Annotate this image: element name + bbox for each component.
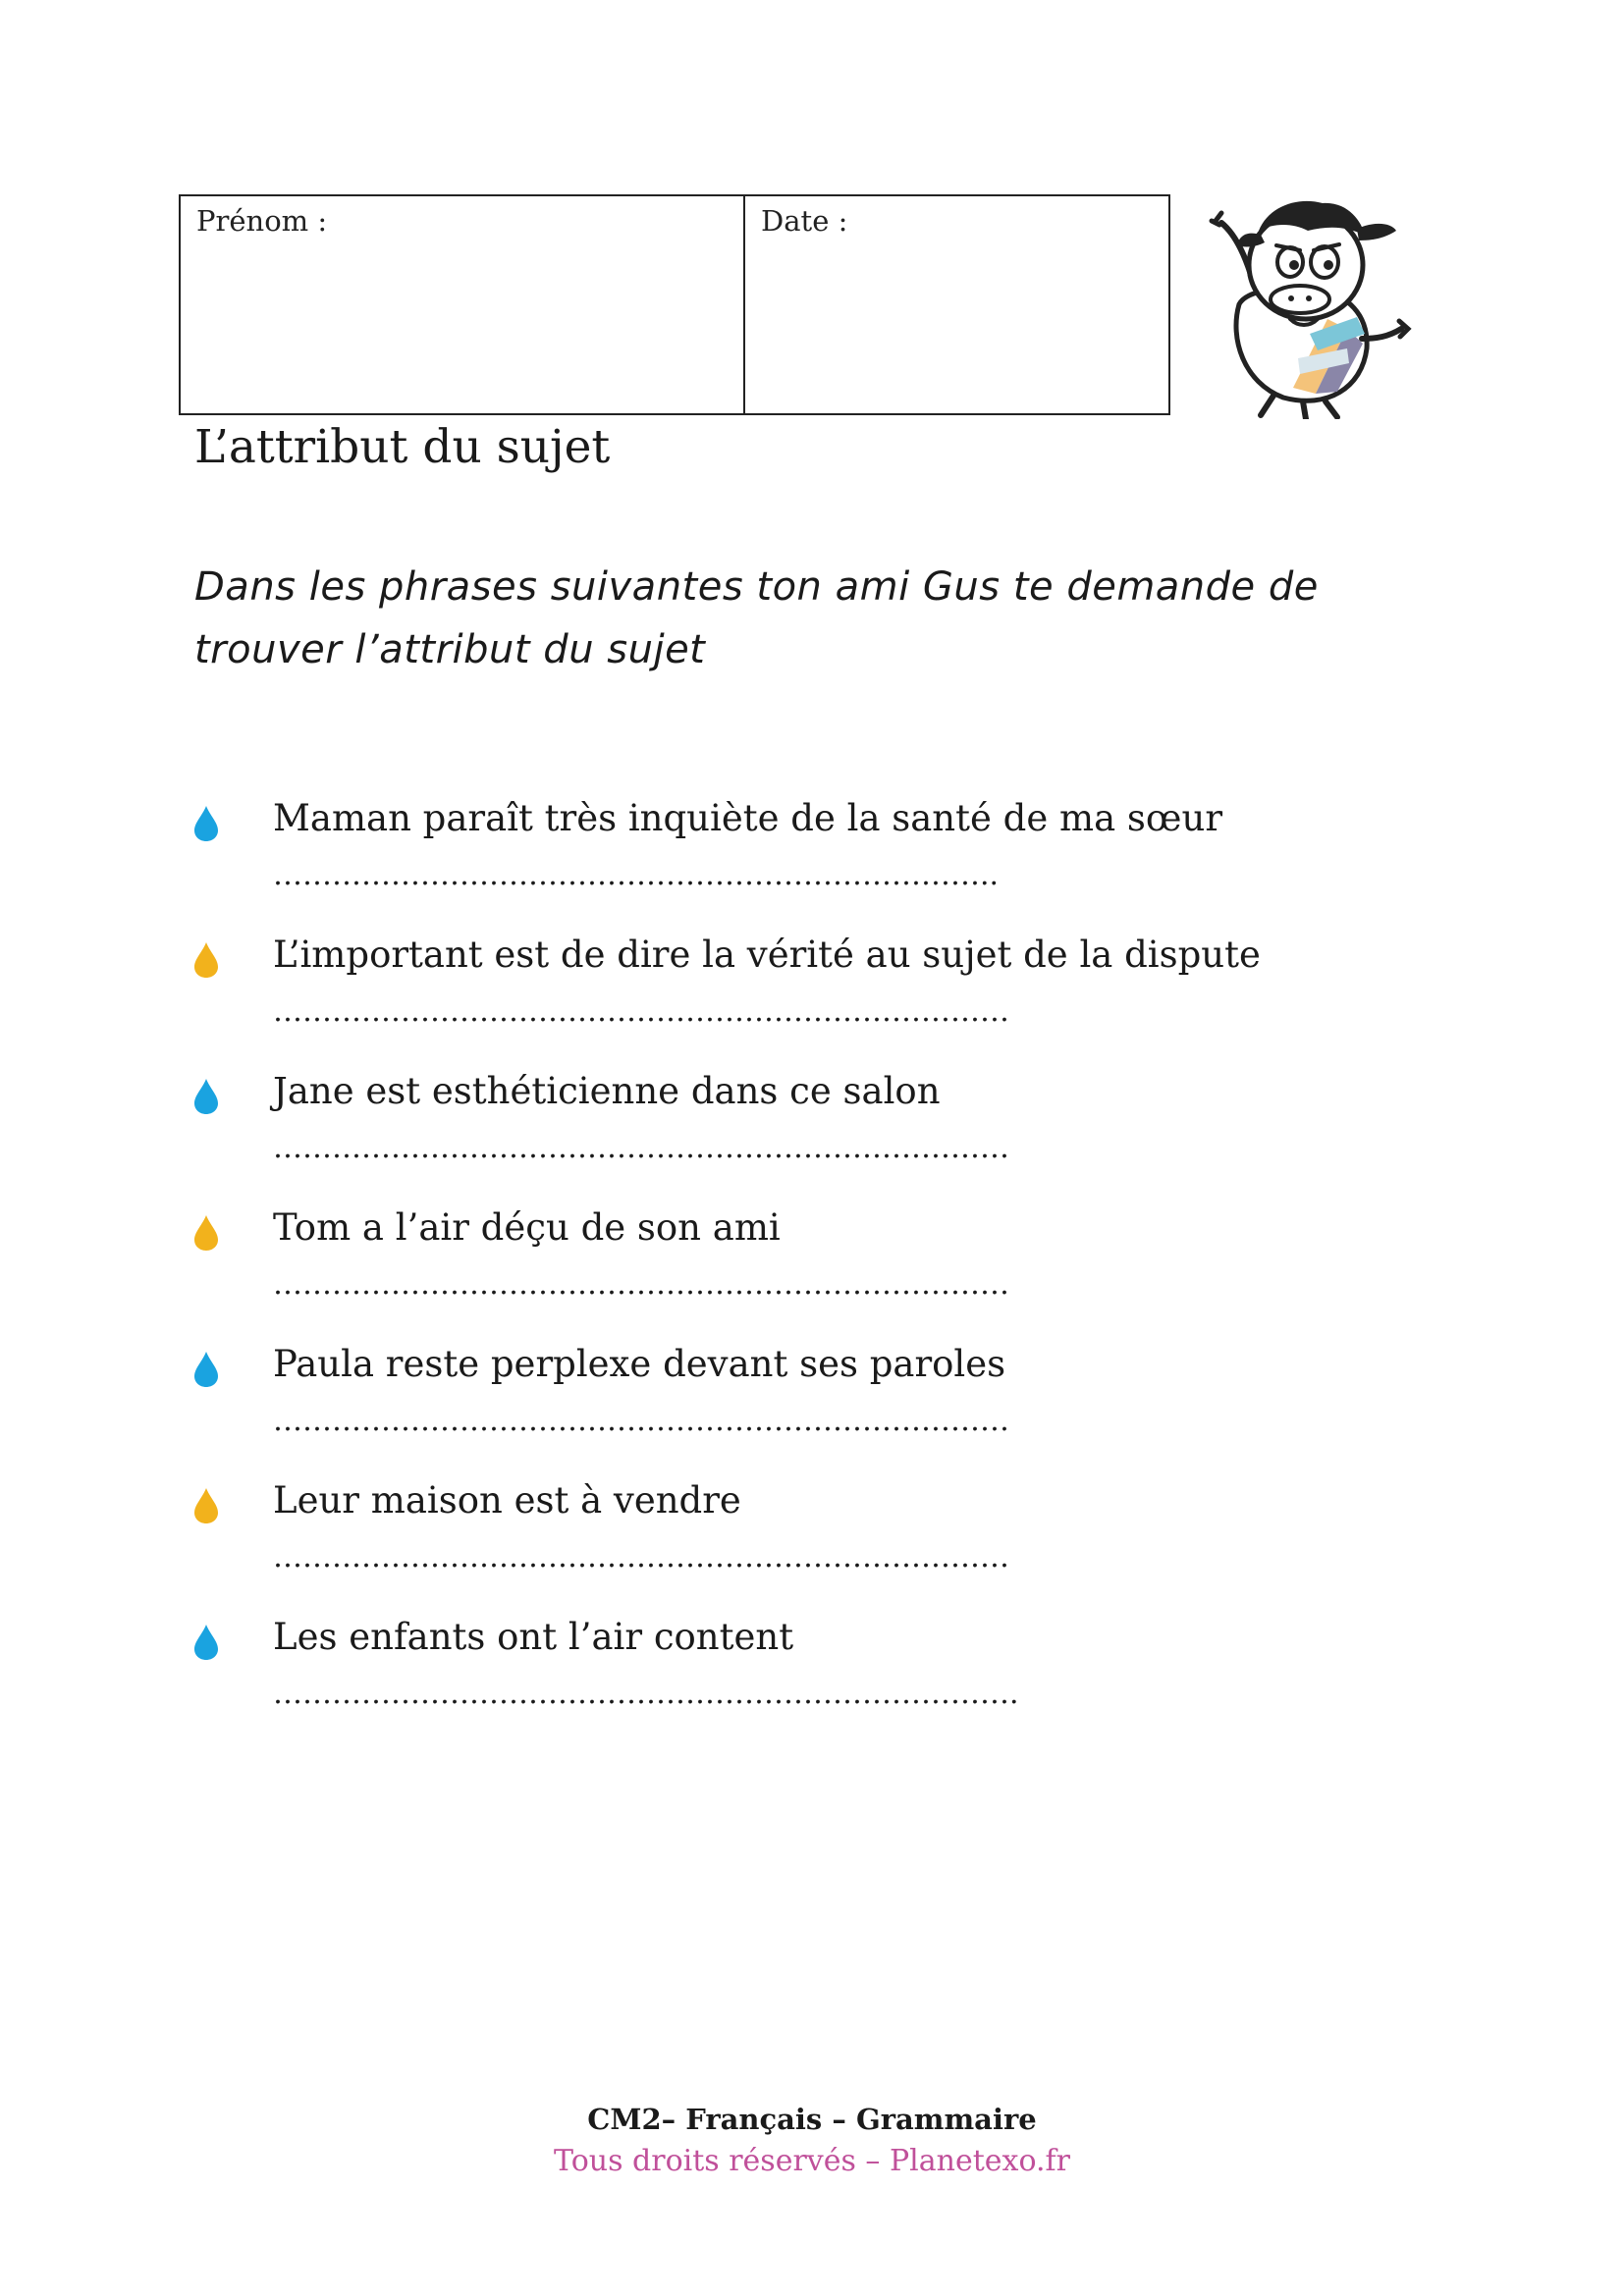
exercise-item bbox=[192, 1343, 1469, 1479]
exercise-item bbox=[192, 934, 1469, 1070]
water-drop-icon bbox=[192, 1624, 220, 1661]
exercise-item bbox=[192, 797, 1469, 934]
water-drop-shape bbox=[194, 806, 218, 841]
name-date-box bbox=[179, 194, 1170, 415]
answer-line[interactable]: ………………………………………………………………… bbox=[273, 1404, 1009, 1438]
exercise-sentence: L’important est de dire la vérité au sujet de la dispute bbox=[273, 934, 1261, 976]
water-drop-shape bbox=[194, 1625, 218, 1660]
water-drop-shape bbox=[194, 1352, 218, 1387]
exercise-item bbox=[192, 1616, 1469, 1752]
exercise-item bbox=[192, 1206, 1469, 1343]
instructions-text: Dans les phrases suivantes ton ami Gus te demande de trouver l’attribut du sujet bbox=[194, 564, 1319, 672]
water-drop-icon bbox=[192, 1078, 220, 1115]
exercise-sentence: Tom a l’air déçu de son ami bbox=[273, 1206, 781, 1249]
exercise-item bbox=[192, 1479, 1469, 1616]
water-drop-icon bbox=[192, 1351, 220, 1388]
answer-line[interactable]: ………………………………………………………………… bbox=[273, 1131, 1009, 1165]
exercise-item bbox=[192, 1070, 1469, 1206]
answer-line[interactable]: ………………………………………………………………… bbox=[273, 1267, 1009, 1302]
answer-line[interactable]: …………………………………………………………………. bbox=[273, 1677, 1019, 1711]
exercise-sentence: Jane est esthéticienne dans ce salon bbox=[273, 1070, 941, 1112]
answer-line[interactable]: ………………………………………………………………… bbox=[273, 994, 1009, 1029]
page-title: L’attribut du sujet bbox=[194, 420, 611, 474]
answer-line[interactable]: ……………………………………………………………….. bbox=[273, 858, 1000, 892]
exercise-sentence: Maman paraît très inquiète de la santé de ma sœur bbox=[273, 797, 1223, 839]
first-name-field[interactable] bbox=[181, 196, 745, 413]
water-drop-shape bbox=[194, 942, 218, 978]
water-drop-icon bbox=[192, 941, 220, 979]
first-name-label: Prénom : bbox=[196, 204, 328, 238]
water-drop-icon bbox=[192, 1214, 220, 1252]
water-drop-shape bbox=[194, 1215, 218, 1251]
exercise-sentence: Leur maison est à vendre bbox=[273, 1479, 741, 1522]
footer-subject: CM2– Français – Grammaire bbox=[587, 2103, 1037, 2136]
date-field[interactable] bbox=[745, 196, 1168, 413]
water-drop-shape bbox=[194, 1488, 218, 1523]
water-drop-icon bbox=[192, 1487, 220, 1524]
answer-line[interactable]: ………………………………………………………………… bbox=[273, 1540, 1009, 1575]
water-drop-icon bbox=[192, 805, 220, 842]
exercise-sentence: Paula reste perplexe devant ses paroles bbox=[273, 1343, 1006, 1385]
exercise-list bbox=[192, 797, 1469, 1752]
date-label: Date : bbox=[761, 204, 848, 238]
exercise-sentence: Les enfants ont l’air content bbox=[273, 1616, 794, 1658]
sheep-mascot-icon bbox=[1200, 191, 1421, 419]
water-drop-shape bbox=[194, 1079, 218, 1114]
footer-copyright: Tous droits réservés – Planetexo.fr bbox=[554, 2144, 1070, 2178]
